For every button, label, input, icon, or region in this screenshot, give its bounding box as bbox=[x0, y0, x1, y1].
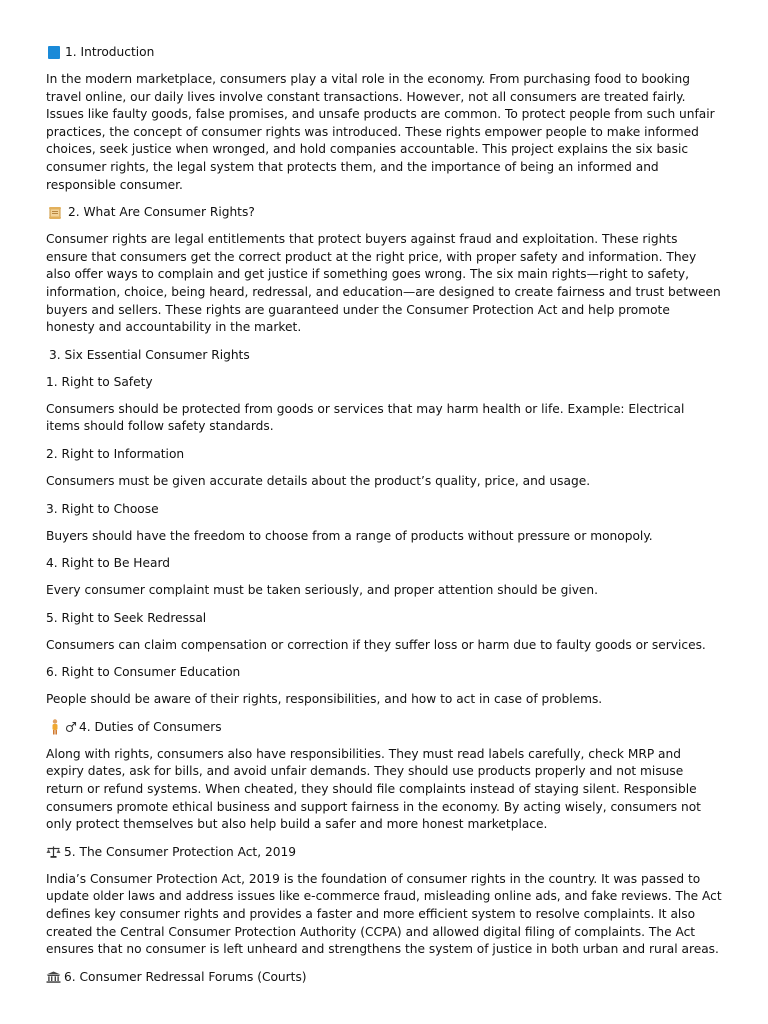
section-heading-duties bbox=[46, 719, 722, 736]
section-title-act: 5. The Consumer Protection Act, 2019 bbox=[64, 844, 296, 859]
right-title: 3. Right to Choose bbox=[46, 501, 159, 516]
section-title-duties: 4. Duties of Consumers bbox=[79, 719, 222, 734]
section-title-six-rights: 3. Six Essential Consumer Rights bbox=[49, 347, 250, 362]
section-heading-introduction bbox=[46, 44, 722, 61]
section-heading-forums bbox=[46, 969, 722, 986]
right-title: 2. Right to Information bbox=[46, 446, 185, 461]
section-heading-act bbox=[46, 844, 722, 861]
courthouse-icon bbox=[46, 971, 61, 983]
right-body: Consumers should be protected from goods or services that may harm health or life. Example: Electrical items should follow safety standards. bbox=[46, 401, 685, 434]
section-body-introduction: In the modern marketplace, consumers play a vital role in the economy. From purchasing food to booking travel online, our daily lives involve constant transactions. However, not all consumers are treated fairly. Issues like faulty goods, false promises, and unsafe products are common. To protect people from such unfair practices, the concept of consumer rights was introduced. These rights empower people to make informed choices, seek justice when wronged, and hold companies accountable. This project explains the six basic consumer rights, the legal system that protects them, and the importance of being an informed and responsible consumer. bbox=[46, 72, 715, 192]
section-heading-six-rights bbox=[46, 347, 722, 364]
section-heading-what-are-rights bbox=[46, 204, 722, 221]
blue-book-icon bbox=[48, 46, 60, 59]
right-body: Buyers should have the freedom to choose from a range of products without pressure or monopoly. bbox=[46, 528, 653, 543]
person-icon bbox=[50, 719, 60, 735]
right-title: 4. Right to Be Heard bbox=[46, 556, 170, 571]
right-title: 1. Right to Safety bbox=[46, 374, 153, 389]
section-body-what-are-rights: Consumer rights are legal entitlements that protect buyers against fraud and exploitation. These rights ensure that consumers get the correct product at the right price, with proper safety and information. They also offer ways to complain and get justice if something goes wrong. The six main rights—right to safety, information, choice, being heard, redressal, and education—are designed to create fairness and trust between buyers and sellers. These rights are guaranteed under the Consumer Protection Act and help promote honesty and accountability in the market. bbox=[46, 232, 721, 335]
right-title: 6. Right to Consumer Education bbox=[46, 665, 241, 680]
right-body: People should be aware of their rights, responsibilities, and how to act in case of problems. bbox=[46, 692, 603, 707]
section-body-duties: Along with rights, consumers also have responsibilities. They must read labels carefully, check MRP and expiry dates, ask for bills, and avoid unfair demands. They should use products properly and not misuse return or refund systems. When cheated, they should file complaints instead of staying silent. Responsible consumers promote ethical business and support fairness in the economy. By acting wisely, consumers not only protect themselves but also help build a safer and more honest marketplace. bbox=[46, 746, 701, 832]
male-sign-icon bbox=[65, 721, 77, 733]
section-title-introduction: 1. Introduction bbox=[65, 45, 155, 59]
section-title-forums: 6. Consumer Redressal Forums (Courts) bbox=[64, 969, 307, 984]
right-body: Every consumer complaint must be taken seriously, and proper attention should be given. bbox=[46, 583, 599, 598]
section-body-act: India’s Consumer Protection Act, 2019 is the foundation of consumer rights in the country. It was passed to update older laws and address issues like e-commerce fraud, misleading online ads, and fake reviews. The Act defines key consumer rights and provides a faster and more efficient system to resolve complaints. It also created the Central Consumer Protection Authority (CCPA) and allowed digital filing of complaints. The Act ensures that no consumer is left unheard and strengthens the system of justice in both urban and rural areas. bbox=[46, 871, 722, 957]
scroll-icon bbox=[48, 206, 63, 220]
right-title: 5. Right to Seek Redressal bbox=[46, 610, 207, 625]
section-title-what-are-rights: 2. What Are Consumer Rights? bbox=[68, 205, 255, 220]
right-body: Consumers must be given accurate details about the product’s quality, price, and usage. bbox=[46, 473, 591, 488]
right-body: Consumers can claim compensation or correction if they suffer loss or harm due to faulty goods or services. bbox=[46, 637, 706, 652]
scales-icon bbox=[46, 846, 61, 858]
